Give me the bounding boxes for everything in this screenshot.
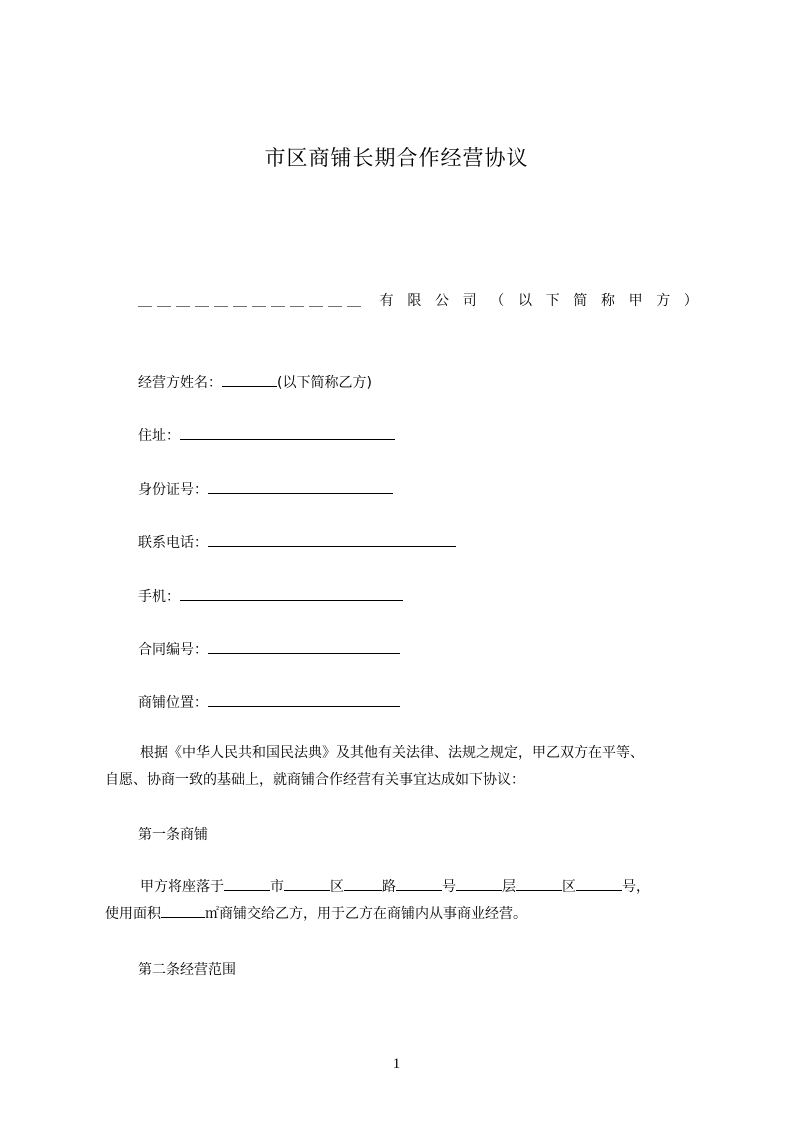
phone-row: [138, 532, 456, 552]
party-a-char: 称: [600, 293, 615, 309]
article-1-text: 甲方将座落于: [140, 879, 224, 895]
article-1-paragraph: [105, 874, 705, 928]
preamble-line-1: 根据《中华人民共和国民法典》及其他有关法律、法规之规定，甲乙双方在平等、: [140, 745, 644, 761]
number2-blank[interactable]: [576, 876, 622, 891]
number-blank[interactable]: [396, 876, 442, 891]
area-blank[interactable]: [161, 903, 205, 918]
shop-location-label: 商铺位置：: [138, 695, 208, 711]
phone-blank[interactable]: [208, 532, 456, 547]
party-a-blank: ＿＿＿＿＿＿＿＿＿＿＿＿: [138, 293, 366, 309]
party-a-line: [138, 290, 698, 310]
operator-name-blank[interactable]: [222, 372, 277, 387]
contract-no-blank[interactable]: [208, 639, 400, 654]
article-1-line-2: [105, 901, 705, 928]
shop-location-row: [138, 692, 400, 712]
road-label: 路: [382, 879, 396, 895]
operator-name-row: [138, 372, 372, 392]
id-row: [138, 479, 393, 499]
number-label: 号: [442, 879, 456, 895]
district-blank[interactable]: [284, 876, 330, 891]
zone-blank[interactable]: [516, 876, 562, 891]
address-blank[interactable]: [180, 425, 395, 440]
preamble-paragraph: [105, 740, 705, 794]
article-1-line-1: [105, 874, 705, 901]
preamble-line-2: 自愿、协商一致的基础上，就商铺合作经营有关事宜达成如下协议：: [105, 772, 525, 788]
city-label: 市: [270, 879, 284, 895]
floor-label: 层: [502, 879, 516, 895]
address-row: [138, 425, 395, 445]
zone-label: 区: [562, 879, 576, 895]
shop-location-blank[interactable]: [208, 692, 400, 707]
district-label: 区: [330, 879, 344, 895]
contract-no-label: 合同编号：: [138, 642, 208, 658]
mobile-row: [138, 586, 403, 606]
party-a-char: 简: [573, 293, 588, 309]
address-label: 住址：: [138, 428, 180, 444]
party-a-char: 限: [407, 293, 422, 309]
party-a-char: 下: [545, 293, 560, 309]
party-a-char: 方: [656, 293, 671, 309]
party-a-char: ）: [683, 293, 698, 309]
id-label: 身份证号：: [138, 482, 208, 498]
party-a-char: （: [490, 293, 505, 309]
contract-no-row: [138, 639, 400, 659]
operator-name-suffix: (以下简称乙方): [277, 375, 372, 391]
id-blank[interactable]: [208, 479, 393, 494]
article-1-heading: 第一条商铺: [138, 827, 208, 843]
city-blank[interactable]: [224, 876, 270, 891]
floor-blank[interactable]: [456, 876, 502, 891]
party-a-char: 公: [434, 293, 449, 309]
article-2-heading: 第二条经营范围: [138, 962, 236, 978]
page-title: 市区商铺长期合作经营协议: [264, 146, 529, 170]
party-a-char: 甲: [628, 293, 643, 309]
mobile-blank[interactable]: [180, 586, 403, 601]
area-label: 使用面积: [105, 906, 161, 922]
phone-label: 联系电话：: [138, 535, 208, 551]
road-blank[interactable]: [344, 876, 382, 891]
operator-name-label: 经营方姓名：: [138, 375, 222, 391]
page-number: 1: [392, 1056, 401, 1072]
number2-label: 号，: [622, 879, 650, 895]
mobile-label: 手机：: [138, 589, 180, 605]
area-rest: ㎡商铺交给乙方，用于乙方在商铺内从事商业经营。: [205, 906, 527, 922]
party-a-char: 以: [517, 293, 532, 309]
party-a-char: 有: [379, 293, 394, 309]
party-a-char: 司: [462, 293, 477, 309]
